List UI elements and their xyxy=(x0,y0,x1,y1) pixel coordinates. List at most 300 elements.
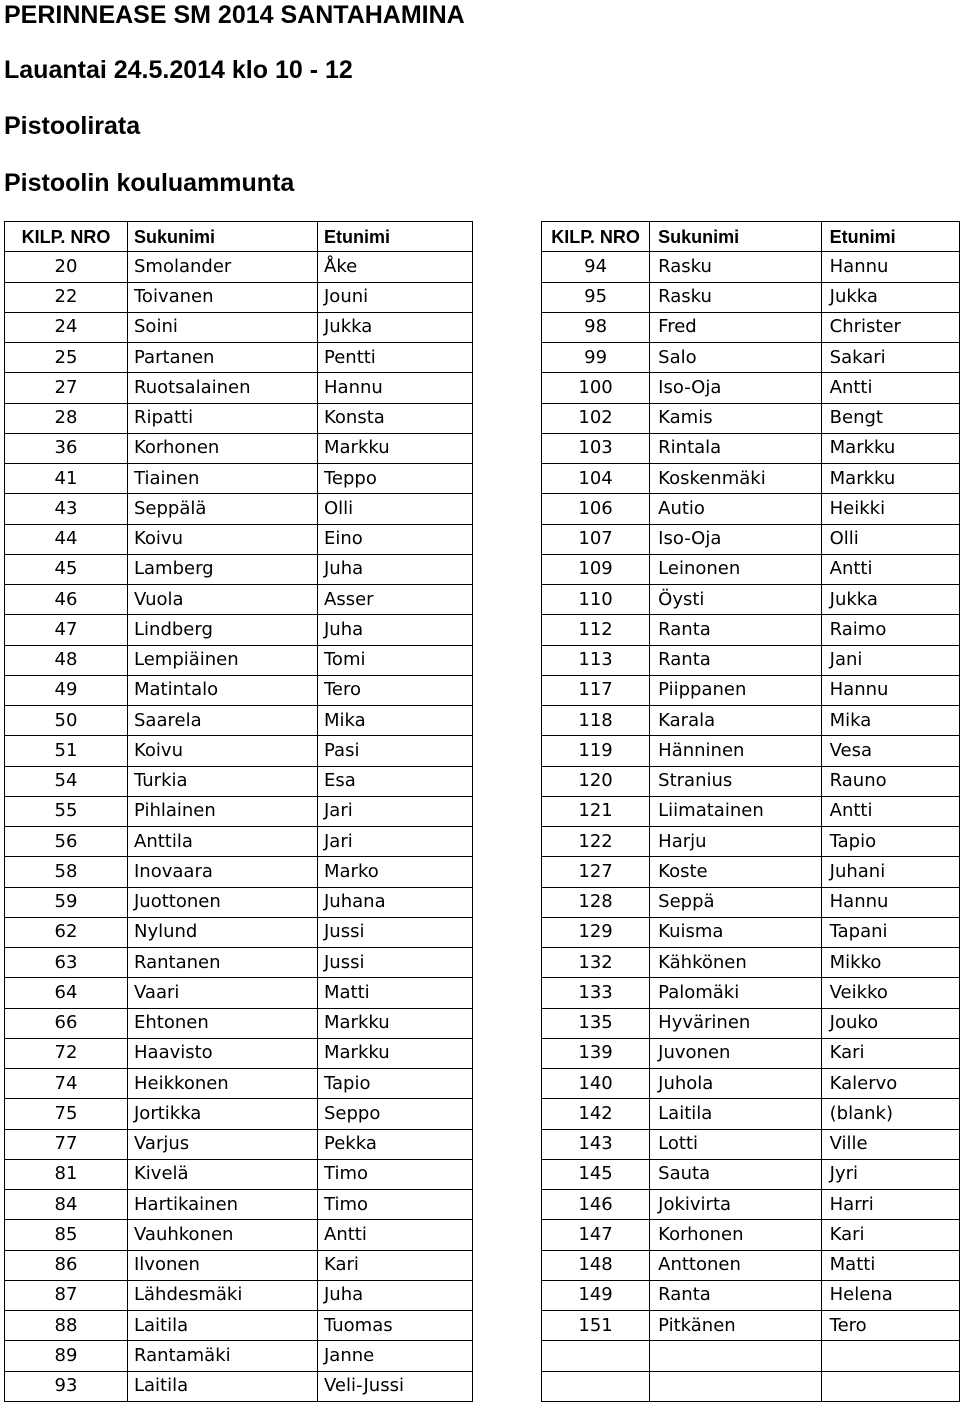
table-header-row xyxy=(542,222,960,252)
competitor-number-cell: 145 xyxy=(542,1159,650,1189)
table-row xyxy=(542,766,960,796)
header-firstname: Etunimi xyxy=(821,222,959,252)
firstname-cell: Hannu xyxy=(318,373,473,403)
header-competitor-number: KILP. NRO xyxy=(5,222,128,252)
competitor-number-cell: 146 xyxy=(542,1190,650,1220)
surname-cell: Harju xyxy=(650,827,821,857)
surname-cell: Vauhkonen xyxy=(128,1220,318,1250)
table-row xyxy=(542,615,960,645)
competitor-number-cell: 51 xyxy=(5,736,128,766)
firstname-cell: Olli xyxy=(318,494,473,524)
table-row xyxy=(5,1220,473,1250)
firstname-cell: Markku xyxy=(318,1038,473,1068)
table-row xyxy=(5,1069,473,1099)
firstname-cell xyxy=(821,1371,959,1401)
surname-cell: Soini xyxy=(128,312,318,342)
surname-cell: Liimatainen xyxy=(650,796,821,826)
table-row xyxy=(5,1341,473,1371)
competitor-table-left xyxy=(4,221,473,1402)
surname-cell: Leinonen xyxy=(650,554,821,584)
firstname-cell: Mikko xyxy=(821,948,959,978)
surname-cell: Inovaara xyxy=(128,857,318,887)
competitor-number-cell: 107 xyxy=(542,524,650,554)
surname-cell: Jokivirta xyxy=(650,1190,821,1220)
surname-cell: Rasku xyxy=(650,282,821,312)
table-row xyxy=(542,373,960,403)
competitor-number-cell: 104 xyxy=(542,464,650,494)
firstname-cell: Asser xyxy=(318,585,473,615)
table-row xyxy=(5,585,473,615)
competitor-number-cell: 75 xyxy=(5,1099,128,1129)
table-row xyxy=(542,1311,960,1341)
firstname-cell: Jukka xyxy=(821,282,959,312)
firstname-cell: Mika xyxy=(821,706,959,736)
surname-cell: Varjus xyxy=(128,1129,318,1159)
surname-cell: Lotti xyxy=(650,1129,821,1159)
firstname-cell: Hannu xyxy=(821,252,959,282)
table-row xyxy=(5,252,473,282)
table-row xyxy=(542,403,960,433)
firstname-cell: Tero xyxy=(318,675,473,705)
competitor-number-cell: 127 xyxy=(542,857,650,887)
surname-cell: Ranta xyxy=(650,645,821,675)
competitor-number-cell: 48 xyxy=(5,645,128,675)
competitor-number-cell: 84 xyxy=(5,1190,128,1220)
table-row xyxy=(542,1099,960,1129)
firstname-cell: Kari xyxy=(821,1220,959,1250)
header-surname: Sukunimi xyxy=(650,222,821,252)
surname-cell: Toivanen xyxy=(128,282,318,312)
competitor-number-cell: 66 xyxy=(5,1008,128,1038)
surname-cell: Nylund xyxy=(128,917,318,947)
competitor-number-cell: 54 xyxy=(5,766,128,796)
competitor-number-cell: 62 xyxy=(5,917,128,947)
surname-cell xyxy=(650,1371,821,1401)
surname-cell: Kamis xyxy=(650,403,821,433)
firstname-cell: Kari xyxy=(318,1250,473,1280)
surname-cell: Laitila xyxy=(128,1371,318,1401)
firstname-cell: Tapio xyxy=(318,1069,473,1099)
table-row xyxy=(5,1129,473,1159)
competitor-number-cell: 121 xyxy=(542,796,650,826)
table-row xyxy=(542,282,960,312)
table-row xyxy=(5,1311,473,1341)
table-row xyxy=(542,887,960,917)
table-row xyxy=(5,706,473,736)
surname-cell: Laitila xyxy=(650,1099,821,1129)
competitor-number-cell: 102 xyxy=(542,403,650,433)
table-row xyxy=(5,796,473,826)
firstname-cell: Veikko xyxy=(821,978,959,1008)
competitor-number-cell: 49 xyxy=(5,675,128,705)
firstname-cell: Antti xyxy=(821,373,959,403)
surname-cell: Lindberg xyxy=(128,615,318,645)
firstname-cell: Tuomas xyxy=(318,1311,473,1341)
firstname-cell: Janne xyxy=(318,1341,473,1371)
competitor-number-cell: 119 xyxy=(542,736,650,766)
competitor-number-cell: 55 xyxy=(5,796,128,826)
table-row xyxy=(5,978,473,1008)
competitor-number-cell: 103 xyxy=(542,433,650,463)
surname-cell: Sauta xyxy=(650,1159,821,1189)
table-row xyxy=(5,675,473,705)
surname-cell: Kivelä xyxy=(128,1159,318,1189)
firstname-cell: Antti xyxy=(318,1220,473,1250)
firstname-cell: Jari xyxy=(318,796,473,826)
firstname-cell: Marko xyxy=(318,857,473,887)
header-firstname: Etunimi xyxy=(318,222,473,252)
surname-cell: Seppälä xyxy=(128,494,318,524)
firstname-cell xyxy=(821,1341,959,1371)
table-row xyxy=(5,1099,473,1129)
firstname-cell: Antti xyxy=(821,796,959,826)
surname-cell: Rantanen xyxy=(128,948,318,978)
competitor-number-cell: 22 xyxy=(5,282,128,312)
surname-cell: Saarela xyxy=(128,706,318,736)
table-row xyxy=(5,645,473,675)
surname-cell: Heikkonen xyxy=(128,1069,318,1099)
firstname-cell: Ville xyxy=(821,1129,959,1159)
competitor-number-cell: 139 xyxy=(542,1038,650,1068)
firstname-cell: Tero xyxy=(821,1311,959,1341)
competitor-number-cell: 140 xyxy=(542,1069,650,1099)
table-row xyxy=(542,585,960,615)
surname-cell: Piippanen xyxy=(650,675,821,705)
table-row xyxy=(5,282,473,312)
firstname-cell: Seppo xyxy=(318,1099,473,1129)
firstname-cell: Åke xyxy=(318,252,473,282)
firstname-cell: Sakari xyxy=(821,343,959,373)
competitor-number-cell xyxy=(542,1341,650,1371)
competitor-number-cell: 135 xyxy=(542,1008,650,1038)
surname-cell: Rantamäki xyxy=(128,1341,318,1371)
firstname-cell: Hannu xyxy=(821,675,959,705)
firstname-cell: Jari xyxy=(318,827,473,857)
table-row xyxy=(542,464,960,494)
competitor-number-cell: 122 xyxy=(542,827,650,857)
table-row xyxy=(542,1280,960,1310)
surname-cell xyxy=(650,1341,821,1371)
firstname-cell: Timo xyxy=(318,1159,473,1189)
firstname-cell: Pentti xyxy=(318,343,473,373)
table-row xyxy=(5,524,473,554)
surname-cell: Lähdesmäki xyxy=(128,1280,318,1310)
firstname-cell: Harri xyxy=(821,1190,959,1220)
firstname-cell: Matti xyxy=(318,978,473,1008)
firstname-cell: Tapio xyxy=(821,827,959,857)
surname-cell: Stranius xyxy=(650,766,821,796)
surname-cell: Juhola xyxy=(650,1069,821,1099)
table-row xyxy=(542,252,960,282)
table-row xyxy=(542,1159,960,1189)
surname-cell: Salo xyxy=(650,343,821,373)
table-row xyxy=(542,1341,960,1371)
competitor-number-cell: 95 xyxy=(542,282,650,312)
table-row xyxy=(5,948,473,978)
competitor-number-cell: 43 xyxy=(5,494,128,524)
table-row xyxy=(542,736,960,766)
surname-cell: Ehtonen xyxy=(128,1008,318,1038)
competitor-number-cell: 112 xyxy=(542,615,650,645)
header-competitor-number: KILP. NRO xyxy=(542,222,650,252)
firstname-cell: Mika xyxy=(318,706,473,736)
table-row xyxy=(542,917,960,947)
firstname-cell: Jussi xyxy=(318,917,473,947)
table-row xyxy=(542,524,960,554)
firstname-cell: Timo xyxy=(318,1190,473,1220)
competitor-number-cell: 129 xyxy=(542,917,650,947)
table-row xyxy=(542,948,960,978)
range-name: Pistoolirata xyxy=(4,112,141,140)
competitor-number-cell: 93 xyxy=(5,1371,128,1401)
table-row xyxy=(5,857,473,887)
surname-cell: Ripatti xyxy=(128,403,318,433)
firstname-cell: Veli-Jussi xyxy=(318,1371,473,1401)
surname-cell: Koste xyxy=(650,857,821,887)
surname-cell: Anttonen xyxy=(650,1250,821,1280)
competitor-number-cell: 20 xyxy=(5,252,128,282)
firstname-cell: Kari xyxy=(821,1038,959,1068)
table-row xyxy=(542,343,960,373)
surname-cell: Koskenmäki xyxy=(650,464,821,494)
competitor-number-cell: 87 xyxy=(5,1280,128,1310)
table-row xyxy=(542,1129,960,1159)
firstname-cell: Jukka xyxy=(318,312,473,342)
table-row xyxy=(542,1250,960,1280)
table-row xyxy=(542,1008,960,1038)
table-row xyxy=(5,887,473,917)
firstname-cell: (blank) xyxy=(821,1099,959,1129)
surname-cell: Hartikainen xyxy=(128,1190,318,1220)
table-row xyxy=(5,766,473,796)
event-title: PERINNEASE SM 2014 SANTAHAMINA xyxy=(4,1,465,29)
competitor-number-cell: 58 xyxy=(5,857,128,887)
firstname-cell: Jyri xyxy=(821,1159,959,1189)
table-row xyxy=(5,373,473,403)
table-row xyxy=(542,706,960,736)
competitor-number-cell: 45 xyxy=(5,554,128,584)
surname-cell: Ilvonen xyxy=(128,1250,318,1280)
competitor-number-cell: 74 xyxy=(5,1069,128,1099)
table-row xyxy=(5,1008,473,1038)
competitor-number-cell: 120 xyxy=(542,766,650,796)
surname-cell: Korhonen xyxy=(650,1220,821,1250)
firstname-cell: Heikki xyxy=(821,494,959,524)
table-row xyxy=(542,857,960,887)
table-row xyxy=(5,312,473,342)
firstname-cell: Eino xyxy=(318,524,473,554)
surname-cell: Fred xyxy=(650,312,821,342)
table-header-row xyxy=(5,222,473,252)
competitor-number-cell: 41 xyxy=(5,464,128,494)
surname-cell: Anttila xyxy=(128,827,318,857)
surname-cell: Laitila xyxy=(128,1311,318,1341)
surname-cell: Autio xyxy=(650,494,821,524)
firstname-cell: Teppo xyxy=(318,464,473,494)
firstname-cell: Juhana xyxy=(318,887,473,917)
surname-cell: Smolander xyxy=(128,252,318,282)
competitor-number-cell: 47 xyxy=(5,615,128,645)
surname-cell: Koivu xyxy=(128,524,318,554)
surname-cell: Lempiäinen xyxy=(128,645,318,675)
competitor-number-cell: 109 xyxy=(542,554,650,584)
firstname-cell: Hannu xyxy=(821,887,959,917)
table-row xyxy=(542,827,960,857)
table-row xyxy=(542,554,960,584)
competitor-number-cell: 133 xyxy=(542,978,650,1008)
table-row xyxy=(5,1038,473,1068)
competitor-number-cell: 85 xyxy=(5,1220,128,1250)
firstname-cell: Antti xyxy=(821,554,959,584)
competitor-number-cell: 86 xyxy=(5,1250,128,1280)
table-row xyxy=(5,1250,473,1280)
firstname-cell: Pekka xyxy=(318,1129,473,1159)
competitor-number-cell: 132 xyxy=(542,948,650,978)
surname-cell: Hyvärinen xyxy=(650,1008,821,1038)
surname-cell: Hänninen xyxy=(650,736,821,766)
table-row xyxy=(542,1190,960,1220)
firstname-cell: Pasi xyxy=(318,736,473,766)
competitor-number-cell: 118 xyxy=(542,706,650,736)
competitor-number-cell: 106 xyxy=(542,494,650,524)
firstname-cell: Markku xyxy=(318,433,473,463)
firstname-cell: Tapani xyxy=(821,917,959,947)
competitor-number-cell: 99 xyxy=(542,343,650,373)
competitor-number-cell: 98 xyxy=(542,312,650,342)
firstname-cell: Markku xyxy=(318,1008,473,1038)
surname-cell: Kähkönen xyxy=(650,948,821,978)
event-date: Lauantai 24.5.2014 klo 10 - 12 xyxy=(4,56,353,84)
competitor-number-cell: 36 xyxy=(5,433,128,463)
competitor-number-cell: 142 xyxy=(542,1099,650,1129)
table-row xyxy=(542,978,960,1008)
competitor-number-cell: 72 xyxy=(5,1038,128,1068)
firstname-cell: Tomi xyxy=(318,645,473,675)
table-row xyxy=(542,645,960,675)
table-row xyxy=(542,796,960,826)
firstname-cell: Jouni xyxy=(318,282,473,312)
surname-cell: Pihlainen xyxy=(128,796,318,826)
competitor-number-cell: 24 xyxy=(5,312,128,342)
firstname-cell: Jouko xyxy=(821,1008,959,1038)
table-row xyxy=(5,494,473,524)
table-row xyxy=(5,736,473,766)
competitor-number-cell: 149 xyxy=(542,1280,650,1310)
competitor-number-cell: 77 xyxy=(5,1129,128,1159)
table-row xyxy=(5,1371,473,1401)
competitor-number-cell xyxy=(542,1371,650,1401)
surname-cell: Kuisma xyxy=(650,917,821,947)
surname-cell: Iso-Oja xyxy=(650,373,821,403)
competitor-number-cell: 63 xyxy=(5,948,128,978)
surname-cell: Tiainen xyxy=(128,464,318,494)
firstname-cell: Helena xyxy=(821,1280,959,1310)
surname-cell: Turkia xyxy=(128,766,318,796)
competitor-number-cell: 46 xyxy=(5,585,128,615)
table-row xyxy=(5,433,473,463)
table-row xyxy=(5,1159,473,1189)
table-row xyxy=(542,675,960,705)
table-row xyxy=(5,1280,473,1310)
surname-cell: Karala xyxy=(650,706,821,736)
table-row xyxy=(5,917,473,947)
surname-cell: Vuola xyxy=(128,585,318,615)
competitor-number-cell: 117 xyxy=(542,675,650,705)
firstname-cell: Rauno xyxy=(821,766,959,796)
firstname-cell: Markku xyxy=(821,464,959,494)
surname-cell: Ruotsalainen xyxy=(128,373,318,403)
table-row xyxy=(542,494,960,524)
firstname-cell: Juhani xyxy=(821,857,959,887)
table-row xyxy=(542,1038,960,1068)
competitor-number-cell: 25 xyxy=(5,343,128,373)
competitor-number-cell: 27 xyxy=(5,373,128,403)
firstname-cell: Jukka xyxy=(821,585,959,615)
surname-cell: Ranta xyxy=(650,615,821,645)
table-row xyxy=(5,827,473,857)
firstname-cell: Juha xyxy=(318,1280,473,1310)
header-surname: Sukunimi xyxy=(128,222,318,252)
firstname-cell: Matti xyxy=(821,1250,959,1280)
competitor-number-cell: 143 xyxy=(542,1129,650,1159)
competitor-number-cell: 56 xyxy=(5,827,128,857)
surname-cell: Haavisto xyxy=(128,1038,318,1068)
competitor-number-cell: 148 xyxy=(542,1250,650,1280)
surname-cell: Iso-Oja xyxy=(650,524,821,554)
surname-cell: Matintalo xyxy=(128,675,318,705)
firstname-cell: Juha xyxy=(318,554,473,584)
surname-cell: Palomäki xyxy=(650,978,821,1008)
discipline-name: Pistoolin kouluammunta xyxy=(4,169,295,197)
firstname-cell: Markku xyxy=(821,433,959,463)
surname-cell: Korhonen xyxy=(128,433,318,463)
surname-cell: Pitkänen xyxy=(650,1311,821,1341)
surname-cell: Jortikka xyxy=(128,1099,318,1129)
competitor-number-cell: 59 xyxy=(5,887,128,917)
firstname-cell: Raimo xyxy=(821,615,959,645)
table-row xyxy=(542,1069,960,1099)
competitor-number-cell: 100 xyxy=(542,373,650,403)
surname-cell: Öysti xyxy=(650,585,821,615)
surname-cell: Lamberg xyxy=(128,554,318,584)
table-row xyxy=(542,433,960,463)
competitor-number-cell: 89 xyxy=(5,1341,128,1371)
competitor-number-cell: 88 xyxy=(5,1311,128,1341)
table-row xyxy=(542,1220,960,1250)
competitor-number-cell: 151 xyxy=(542,1311,650,1341)
surname-cell: Juvonen xyxy=(650,1038,821,1068)
surname-cell: Juottonen xyxy=(128,887,318,917)
firstname-cell: Kalervo xyxy=(821,1069,959,1099)
competitor-table-right xyxy=(541,221,960,1402)
surname-cell: Rintala xyxy=(650,433,821,463)
competitor-number-cell: 94 xyxy=(542,252,650,282)
table-row xyxy=(5,464,473,494)
firstname-cell: Esa xyxy=(318,766,473,796)
competitor-number-cell: 110 xyxy=(542,585,650,615)
competitor-number-cell: 50 xyxy=(5,706,128,736)
firstname-cell: Christer xyxy=(821,312,959,342)
firstname-cell: Olli xyxy=(821,524,959,554)
competitor-number-cell: 28 xyxy=(5,403,128,433)
table-row xyxy=(542,1371,960,1401)
surname-cell: Koivu xyxy=(128,736,318,766)
surname-cell: Ranta xyxy=(650,1280,821,1310)
surname-cell: Seppä xyxy=(650,887,821,917)
table-row xyxy=(5,403,473,433)
firstname-cell: Konsta xyxy=(318,403,473,433)
firstname-cell: Juha xyxy=(318,615,473,645)
